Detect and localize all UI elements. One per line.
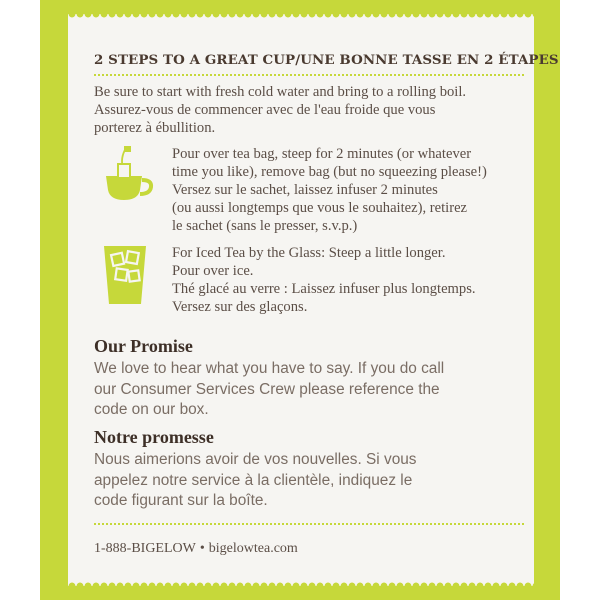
iced-tea-glass-icon — [98, 240, 154, 310]
our-promise-title: Our Promise — [94, 336, 193, 356]
notre-promesse-line3: code figurant sur la boîte. — [94, 492, 268, 509]
iced-tea-fr-line2: Versez sur des glaçons. — [172, 299, 308, 315]
our-promise-text — [94, 359, 534, 421]
steps-heading: 2 STEPS TO A GREAT CUP/UNE BONNE TASSE EN 2 ÉTAPES — [94, 52, 559, 68]
notre-promesse-title: Notre promesse — [94, 427, 214, 447]
our-promise-line2: our Consumer Services Crew please reference the — [94, 380, 440, 398]
contact-line — [94, 541, 298, 557]
website: bigelowtea.com — [208, 541, 298, 556]
bullet-separator: • — [199, 541, 205, 556]
scalloped-edge-top — [68, 14, 534, 22]
intro-fr-line2: porterez à ébullition. — [94, 120, 216, 136]
divider-bottom — [94, 523, 524, 525]
our-promise-line1: We love to hear what you have to say. If you do call — [94, 360, 445, 377]
hot-tea-fr-line2: (ou aussi longtemps que vous le souhaitez), retirez — [172, 200, 468, 216]
our-promise-line3: code on our box. — [94, 401, 209, 418]
hot-tea-fr-line3: le sachet (sans le presser, s.v.p.) — [172, 218, 358, 234]
intro-en: Be sure to start with fresh cold water and bring to a rolling boil. — [94, 84, 467, 100]
notre-promesse-line2: appelez notre service à la clientèle, indiquez le — [94, 471, 413, 489]
teacup-icon — [98, 144, 158, 206]
notre-promesse-line1: Nous aimerions avoir de vos nouvelles. Si vous — [94, 451, 417, 468]
hot-tea-text — [172, 145, 532, 235]
instruction-card — [68, 14, 559, 586]
hot-tea-fr-line1: Versez sur le sachet, laissez infuser 2 minutes — [172, 182, 438, 198]
iced-tea-fr-line1: Thé glacé au verre : Laissez infuser plus longtemps. — [172, 281, 476, 297]
notre-promesse-text — [94, 450, 534, 512]
intro-text — [94, 83, 534, 137]
intro-fr-line1: Assurez-vous de commencer avec de l'eau froide que vous — [94, 102, 436, 118]
hot-tea-en-line2: time you like), remove bag (but no squeezing please!) — [172, 164, 487, 180]
scalloped-edge-bottom — [68, 578, 534, 586]
divider-top — [94, 74, 524, 76]
phone-number: 1-888-BIGELOW — [94, 541, 196, 556]
iced-tea-en-line1: For Iced Tea by the Glass: Steep a little longer. — [172, 245, 446, 261]
iced-tea-en-line2: Pour over ice. — [172, 263, 254, 279]
hot-tea-en-line1: Pour over tea bag, steep for 2 minutes (or whatever — [172, 146, 472, 162]
iced-tea-text — [172, 244, 532, 316]
